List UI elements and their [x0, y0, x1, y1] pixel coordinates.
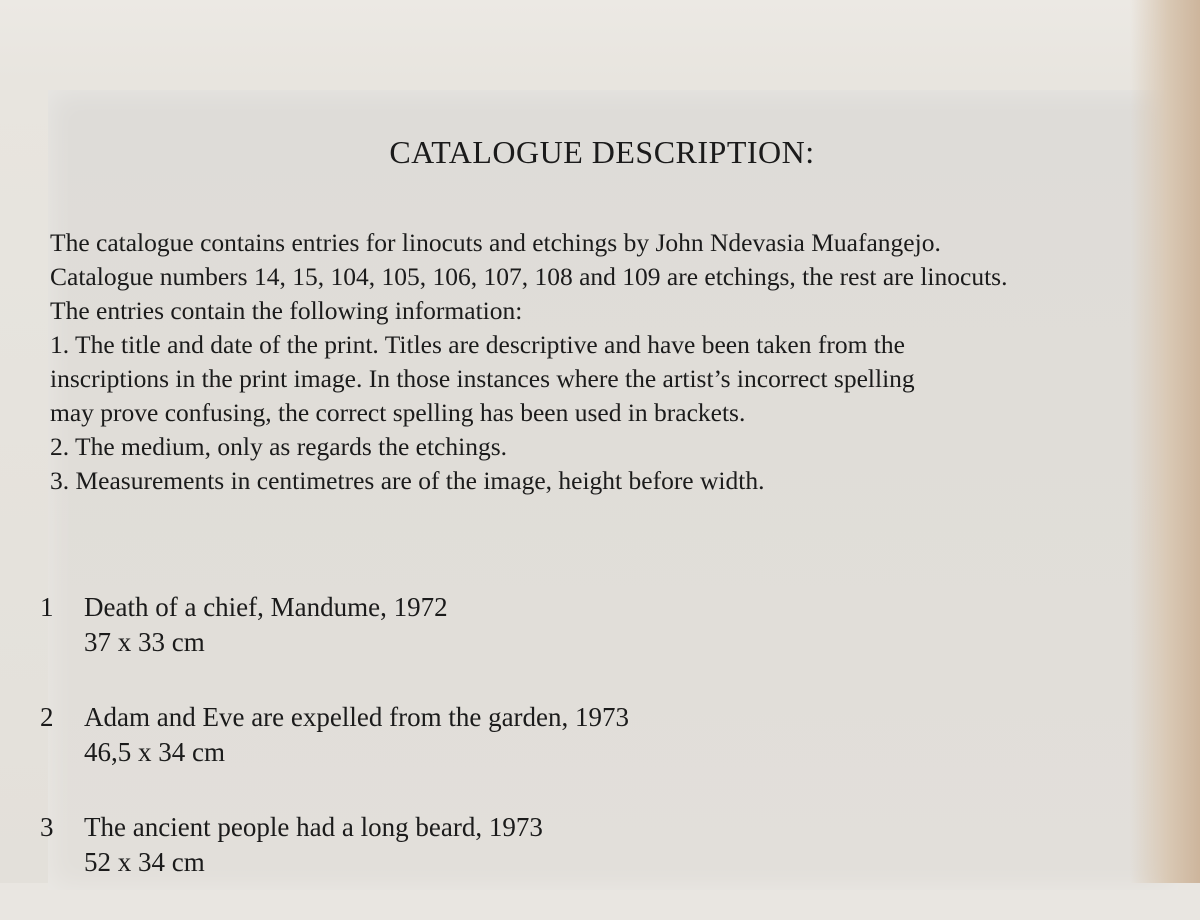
catalogue-entry — [40, 590, 1040, 660]
entry-measurements: 37 x 33 cm — [84, 627, 205, 657]
intro-line: 2. The medium, only as regards the etchings. — [50, 432, 508, 461]
entry-number: 2 — [40, 702, 54, 732]
intro-line: 3. Measurements in centimetres are of the image, height before width. — [50, 466, 765, 495]
intro-line: The catalogue contains entries for linocuts and etchings by John Ndevasia Muafangejo. — [50, 228, 941, 257]
intro-line: 1. The title and date of the print. Titles are descriptive and have been taken from the — [50, 330, 905, 359]
entry-number: 3 — [40, 812, 54, 842]
entry-measurements: 46,5 x 34 cm — [84, 737, 225, 767]
entry-title: Adam and Eve are expelled from the garden, 1973 — [84, 702, 630, 732]
intro-paragraph — [50, 226, 1180, 498]
intro-line: The entries contain the following information: — [50, 296, 523, 325]
entry-number: 1 — [40, 592, 54, 622]
catalogue-entry — [40, 700, 1040, 770]
page-heading: CATALOGUE DESCRIPTION: — [389, 134, 815, 170]
entry-title: The ancient people had a long beard, 1973 — [84, 812, 543, 842]
intro-line: inscriptions in the print image. In those instances where the artist’s incorrect spelling — [50, 364, 915, 393]
intro-line: may prove confusing, the correct spelling has been used in brackets. — [50, 398, 746, 427]
catalogue-entries — [40, 590, 1040, 920]
entry-measurements: 52 x 34 cm — [84, 847, 205, 877]
intro-line: Catalogue numbers 14, 15, 104, 105, 106, 107, 108 and 109 are etchings, the rest are linocuts. — [50, 262, 1008, 291]
catalogue-entry — [40, 810, 1040, 880]
entry-title: Death of a chief, Mandume, 1972 — [84, 592, 448, 622]
